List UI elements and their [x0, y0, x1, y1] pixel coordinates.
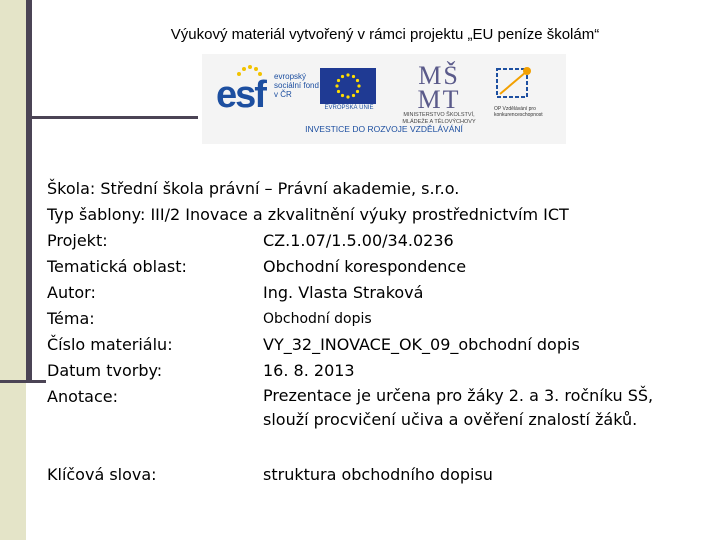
template-line: [47, 202, 707, 228]
esf-mark: esf: [216, 74, 265, 116]
msmt-logo: [398, 61, 480, 126]
info-value: struktura obchodního dopisu: [263, 465, 493, 484]
page-header: Výukový materiál vytvořený v rámci projektu „EU peníze školám“: [170, 26, 600, 43]
left-accent-bar: [26, 0, 32, 382]
info-value: CZ.1.07/1.5.00/34.0236: [263, 231, 454, 250]
info-value: Ing. Vlasta Straková: [263, 283, 424, 302]
info-value: Prezentace je určena pro žáky 2. a 3. ročníku SŠ, slouží procvičení učiva a ověření znalostí žáků.: [263, 386, 654, 429]
left-decorative-band: [0, 0, 26, 540]
info-label: Číslo materiálu:: [47, 335, 173, 354]
eu-flag-icon: [320, 68, 376, 104]
info-row-annotation: [47, 384, 707, 462]
info-value: 16. 8. 2013: [263, 361, 355, 380]
info-label: Anotace:: [47, 387, 118, 406]
esf-text: evropský sociální fond v ČR: [274, 72, 319, 99]
info-row-date: [47, 358, 707, 384]
info-label: Klíčová slova:: [47, 465, 157, 484]
info-label: Téma:: [47, 309, 95, 328]
logo-caption: INVESTICE DO ROZVOJE VZDĚLÁVÁNÍ: [305, 124, 463, 134]
info-value: VY_32_INOVACE_OK_09_obchodní dopis: [263, 335, 580, 354]
info-value: Obchodní dopis: [263, 311, 372, 327]
material-info: [47, 176, 707, 488]
info-row-topic-area: [47, 254, 707, 280]
info-value: Obchodní korespondence: [263, 257, 467, 276]
info-row-project: [47, 228, 707, 254]
school-text: Škola: Střední škola právní – Právní akademie, s.r.o.: [47, 179, 460, 198]
info-label: Tematická oblast:: [47, 257, 187, 276]
eu-logo: [320, 68, 378, 111]
lower-rule: [0, 380, 46, 383]
logo-strip: [202, 54, 566, 144]
template-text: Typ šablony: III/2 Inovace a zkvalitnění výuky prostřednictvím ICT: [47, 205, 569, 224]
info-row-theme: [47, 306, 707, 332]
eu-text: EVROPSKÁ UNIE: [324, 105, 374, 111]
op-text: OP Vzdělávání pro konkurenceschopnost: [494, 106, 543, 118]
school-line: [47, 176, 707, 202]
info-row-material-number: [47, 332, 707, 358]
op-emblem-icon: [494, 66, 536, 100]
header-rule: [26, 116, 198, 119]
info-label: Datum tvorby:: [47, 361, 163, 380]
info-row-keywords: [47, 462, 707, 488]
info-label: Projekt:: [47, 231, 108, 250]
info-label: Autor:: [47, 283, 96, 302]
msmt-mark: MŠ MT: [417, 61, 461, 114]
msmt-text: MINISTERSTVO ŠKOLSTVÍ, MLÁDEŽE A TĚLOVÝCHOVY: [402, 112, 476, 125]
info-row-author: [47, 280, 707, 306]
op-logo: [494, 66, 558, 118]
